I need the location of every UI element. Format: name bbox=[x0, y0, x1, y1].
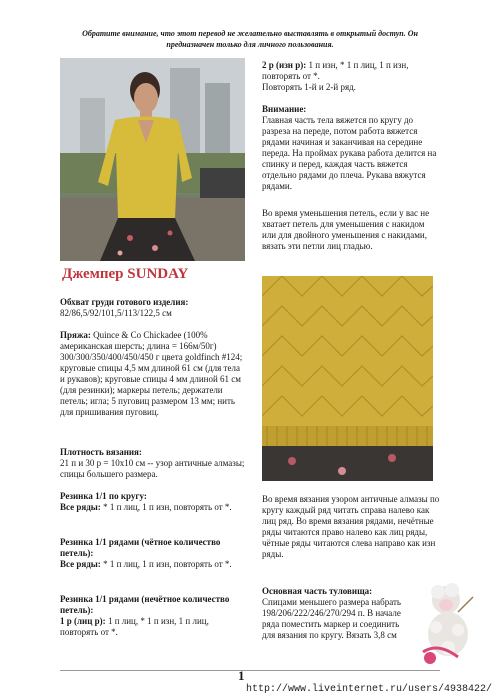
size-section bbox=[60, 297, 245, 319]
yarn-text: Quince & Co Chickadee (100% американская шерсть; длина = 166м/50г) 300/300/350/400/450/450 г цвета goldfinch #124; круговые спицы 4,5 мм длиной 61 см (для тела и рукавов); круговые спицы 4 мм длиной 61 см (для резинки); маркеры петель; держатели петель; игла; 5 пуговиц размером 13 мм; нить для пришивания пуговиц. bbox=[60, 330, 243, 417]
row-repeat-text: Повторять 1-й и 2-й ряд. bbox=[262, 82, 356, 92]
rib-round-text: * 1 п лиц, 1 п изн, повторять от *. bbox=[103, 502, 232, 512]
attention-section bbox=[262, 104, 440, 192]
page-number: 1 bbox=[238, 668, 245, 683]
pattern-note bbox=[262, 494, 440, 560]
decrease-note-text: Во время уменьшения петель, если у вас не хватает петель для уменьшения с накидом или для двойного уменьшения с накидами, вязать эти петли лиц гладью. bbox=[262, 208, 430, 251]
body-section bbox=[262, 586, 440, 641]
size-text: 82/86,5/92/101,5/113/122,5 см bbox=[60, 308, 172, 318]
rib-odd-section bbox=[60, 594, 245, 638]
rib-odd-label: 1 р (лиц р): bbox=[60, 616, 106, 626]
size-heading: Обхват груди готового изделия: bbox=[60, 297, 189, 307]
gauge-text: 21 п и 30 р = 10х10 см -- узор античные алмазы; спицы большего размера. bbox=[60, 458, 245, 479]
body-text: Спицами меньшего размера набрать 198/206/222/246/270/294 п. В начале ряда поместить маркер и соединить для вязания по кругу. Вязать 3,8 см bbox=[262, 597, 402, 640]
gauge-heading: Плотность вязания: bbox=[60, 447, 142, 457]
model-photo bbox=[60, 58, 245, 261]
row2-text: 1 п изн, * 1 п лиц, 1 п изн, повторять от *. bbox=[262, 60, 409, 81]
source-url[interactable]: http://www.liveinternet.ru/users/4938422/ bbox=[246, 684, 493, 695]
attention-text: Главная часть тела вяжется по кругу до разреза на переде, потом работа вяжется рядами начиная и заканчивая на середине переда. На проймах рукава работа делится на спинку и перед, каждая часть вяжется отдельно рядами до плеча. Рукава вяжутся рядами. bbox=[262, 115, 437, 191]
pattern-title: Джемпер SUNDAY bbox=[62, 266, 189, 282]
rib-round-label: Все ряды: bbox=[60, 502, 101, 512]
rib-odd-heading: Резинка 1/1 рядами (нечётное количество петель): bbox=[60, 594, 230, 615]
yarn-section bbox=[60, 330, 245, 418]
rib-odd-text: 1 п лиц, * 1 п изн, 1 п лиц, повторять от *. bbox=[60, 616, 209, 637]
rib-even-label: Все ряды: bbox=[60, 559, 101, 569]
row2-label: 2 р (изн р): bbox=[262, 60, 307, 70]
decrease-note bbox=[262, 208, 440, 252]
copyright-notice: Обратите внимание, что этот перевод не желательно выставлять в открытый доступ. Он предназначен только для личного пользования. bbox=[82, 29, 418, 49]
sheep-illustration bbox=[418, 572, 478, 667]
rib-even-text: * 1 п лиц, 1 п изн, повторять от *. bbox=[103, 559, 232, 569]
footer-divider bbox=[60, 670, 440, 671]
rib-round-section bbox=[60, 491, 245, 513]
gauge-section bbox=[60, 447, 245, 480]
body-heading: Основная часть туловища: bbox=[262, 586, 373, 596]
pattern-note-text: Во время вязания узором античные алмазы по кругу каждый ряд читать справа налево как лиц ряд. Во время вязания рядами, нечётные ряды читаются право налево как лиц ряды, чётные ряды читаются слева направо как изн ряды. bbox=[262, 494, 440, 559]
rib-round-heading: Резинка 1/1 по кругу: bbox=[60, 491, 147, 501]
knit-detail-photo bbox=[262, 276, 433, 481]
rib-even-heading: Резинка 1/1 рядами (чётное количество петель): bbox=[60, 537, 221, 558]
attention-heading: Внимание: bbox=[262, 104, 307, 114]
row2-section bbox=[262, 60, 440, 93]
yarn-heading: Пряжа: bbox=[60, 330, 91, 340]
rib-even-section bbox=[60, 537, 245, 570]
